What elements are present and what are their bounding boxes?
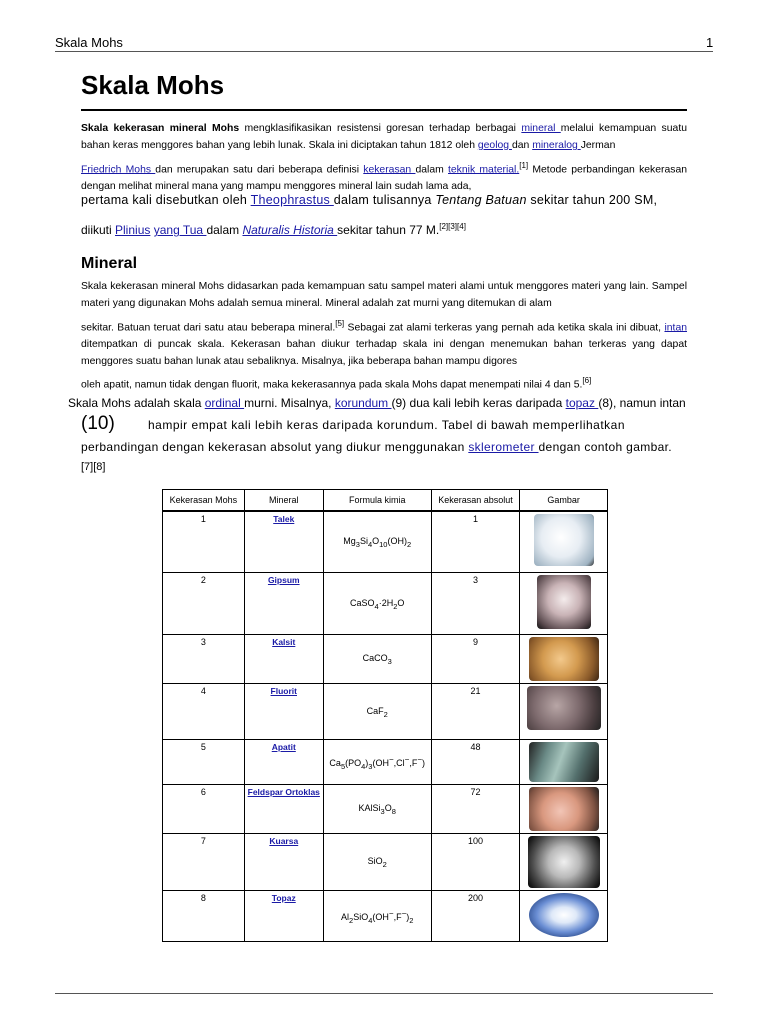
cell-formula: $Ca_5(PO_4)_3(OH^-,Cl^-,F^-)$ bbox=[323, 739, 431, 784]
quartz-sample-photo bbox=[528, 836, 600, 888]
intro-text: sekitar tahun 200 SM, bbox=[526, 193, 658, 207]
running-header-title: Skala Mohs bbox=[55, 35, 123, 50]
link-talek[interactable]: Talek bbox=[273, 514, 295, 524]
link-topaz-inline[interactable]: topaz bbox=[565, 396, 599, 410]
cell-mineral bbox=[244, 833, 323, 890]
link-fluorit[interactable]: Fluorit bbox=[270, 685, 297, 696]
cell-formula: $CaSO_4\cdot 2H_2O$ bbox=[323, 572, 431, 634]
intro-text: dalam bbox=[206, 223, 243, 237]
cell-mohs: 5 bbox=[163, 739, 245, 784]
mohs-hardness-table bbox=[162, 489, 608, 942]
table-row bbox=[163, 739, 608, 784]
col-header-absolute: Kekerasan absolut bbox=[431, 490, 520, 512]
cell-formula: $Mg_3Si_4O_{10}(OH)_2$ bbox=[323, 511, 431, 572]
mineral-text: Skala Mohs adalah skala bbox=[68, 396, 205, 410]
table-row bbox=[163, 833, 608, 890]
cell-formula: $KAlSi_3O_8$ bbox=[323, 784, 431, 833]
intro-bold-lead: Skala kekerasan mineral Mohs bbox=[81, 123, 240, 134]
intro-paragraph-3 bbox=[81, 193, 687, 207]
link-geolog[interactable]: geolog bbox=[477, 140, 512, 151]
mineral-text: murni. Misalnya, bbox=[244, 396, 335, 410]
table-row bbox=[163, 572, 608, 634]
link-yang-tua[interactable]: yang Tua bbox=[153, 223, 207, 237]
mineral-paragraph-5: hampir empat kali lebih keras daripada korundum. Tabel di bawah memperlihatkan bbox=[148, 418, 626, 432]
link-sklerometer[interactable]: sklerometer bbox=[468, 440, 539, 454]
ref-1[interactable]: [1] bbox=[519, 161, 529, 170]
link-gipsum[interactable]: Gipsum bbox=[267, 574, 300, 585]
cell-absolute: 9 bbox=[431, 634, 520, 683]
intro-paragraph bbox=[81, 120, 687, 154]
link-kalsit[interactable]: Kalsit bbox=[272, 636, 296, 647]
topaz-sample-photo bbox=[529, 893, 599, 937]
table-header-row bbox=[163, 490, 608, 512]
cell-image bbox=[520, 683, 608, 739]
link-apatit[interactable]: Apatit bbox=[271, 741, 296, 752]
intro-text: diikuti bbox=[81, 223, 116, 237]
cell-formula: CaCO$_3$ bbox=[323, 634, 431, 683]
cell-absolute: 3 bbox=[431, 572, 520, 634]
intro-text: melalui kemampuan suatu bahan keras menggores bahan yang lebih lunak. Skala ini diciptakan tahun 1812 oleh bbox=[81, 123, 687, 151]
table-row bbox=[163, 683, 608, 739]
table-row bbox=[163, 511, 608, 572]
link-kekerasan[interactable]: kekerasan bbox=[363, 164, 416, 176]
ref-2-3-4[interactable]: [2][3][4] bbox=[439, 222, 466, 231]
intro-text: dan bbox=[511, 140, 533, 151]
mineral-paragraph-2 bbox=[81, 315, 687, 370]
mineral-text: (8), namun intan bbox=[598, 396, 686, 410]
cell-image bbox=[520, 511, 608, 572]
intro-text: dalam bbox=[415, 164, 448, 176]
cell-image bbox=[520, 784, 608, 833]
cell-image bbox=[520, 890, 608, 941]
col-header-mohs: Kekerasan Mohs bbox=[163, 490, 245, 512]
ref-6[interactable]: [6] bbox=[582, 376, 592, 385]
link-intan[interactable]: intan bbox=[664, 322, 688, 334]
cell-mohs: 7 bbox=[163, 833, 245, 890]
mineral-paragraph-1: Skala kekerasan mineral Mohs didasarkan pada kemampuan satu sampel materi alami untuk menggores materi yang lain. Sampel materi yang digunakan Mohs adalah semua mineral. Mineral adalah zat murni yang ditemukan di alam bbox=[81, 281, 687, 309]
cell-image bbox=[520, 572, 608, 634]
link-plinius[interactable]: Plinius bbox=[115, 223, 151, 237]
footer-divider bbox=[55, 993, 713, 994]
title-divider bbox=[81, 109, 687, 111]
intro-text: Metode perbandingan kekerasan dengan melihat mineral mana yang mampu menggores mineral lain sudah lama ada, bbox=[81, 164, 688, 193]
cell-formula: CaF$_2$ bbox=[323, 683, 431, 739]
intro-paragraph-4 bbox=[81, 222, 687, 237]
intro-paragraph-2 bbox=[81, 157, 687, 195]
cell-mohs: 8 bbox=[163, 890, 245, 941]
table-row bbox=[163, 784, 608, 833]
cell-mineral bbox=[244, 784, 323, 833]
big-ten-label: (10) bbox=[81, 413, 115, 434]
ref-5[interactable]: [5] bbox=[335, 319, 345, 328]
cell-mohs: 3 bbox=[163, 634, 245, 683]
cell-formula: SiO$_2$ bbox=[323, 833, 431, 890]
cell-mohs: 4 bbox=[163, 683, 245, 739]
intro-text: pertama kali disebutkan oleh bbox=[81, 193, 251, 207]
link-topaz[interactable]: Topaz bbox=[271, 892, 296, 903]
ref-7-8[interactable]: [7][8] bbox=[81, 461, 106, 473]
link-feldspar-ortoklas[interactable]: Feldspar Ortoklas bbox=[247, 786, 320, 797]
fluorite-sample-photo bbox=[527, 686, 601, 730]
cell-image bbox=[520, 634, 608, 683]
cell-mohs: 2 bbox=[163, 572, 245, 634]
link-ordinal[interactable]: ordinal bbox=[204, 396, 245, 410]
mineral-text: perbandingan dengan kekerasan absolut yang diukur menggunakan bbox=[81, 440, 469, 454]
mineral-paragraph-4 bbox=[68, 396, 708, 410]
intro-text: dalam tulisannya bbox=[333, 193, 436, 207]
link-naturalis-historia[interactable]: Naturalis Historia bbox=[242, 223, 338, 237]
book-title: Tentang Batuan bbox=[435, 193, 527, 207]
cell-mohs: 6 bbox=[163, 784, 245, 833]
header-divider bbox=[55, 51, 713, 52]
cell-formula: $Al_2SiO_4(OH^-,F^-)_2$ bbox=[323, 890, 431, 941]
cell-image bbox=[520, 833, 608, 890]
link-friedrich-mohs[interactable]: Friedrich Mohs bbox=[81, 164, 156, 176]
col-header-formula: Formula kimia bbox=[323, 490, 431, 512]
table-row bbox=[163, 634, 608, 683]
cell-absolute: 21 bbox=[431, 683, 520, 739]
mineral-text: sekitar. Batuan teruat dari satu atau beberapa mineral. bbox=[81, 322, 336, 334]
link-theophrastus[interactable]: Theophrastus bbox=[250, 193, 334, 207]
orthoclase-sample-photo bbox=[529, 787, 599, 831]
cell-mineral bbox=[244, 634, 323, 683]
cell-absolute: 100 bbox=[431, 833, 520, 890]
apatite-sample-photo bbox=[529, 742, 599, 782]
intro-text: Jerman bbox=[580, 140, 616, 151]
link-kuarsa[interactable]: Kuarsa bbox=[269, 835, 299, 846]
intro-text: dan merupakan satu dari beberapa definisi bbox=[155, 164, 364, 176]
cell-absolute: 1 bbox=[431, 511, 520, 572]
link-korundum[interactable]: korundum bbox=[334, 396, 392, 410]
mineral-paragraph-6 bbox=[81, 440, 672, 454]
cell-absolute: 200 bbox=[431, 890, 520, 941]
link-mineral[interactable]: mineral bbox=[521, 123, 561, 134]
mineral-text: ditempatkan di puncak skala. Kekerasan bahan diukur terhadap skala ini dengan menemukan bahan terkeras yang dapat menggores suatu bahan lunak atau sebaliknya. Misalnya, jika beberapa bahan mampu digores bbox=[81, 339, 687, 368]
mineral-text: (9) dua kali lebih keras daripada bbox=[391, 396, 566, 410]
mineral-text: dengan contoh gambar. bbox=[538, 440, 672, 454]
talc-sample-photo bbox=[534, 514, 594, 566]
cell-absolute: 48 bbox=[431, 739, 520, 784]
col-header-mineral: Mineral bbox=[244, 490, 323, 512]
link-mineralog[interactable]: mineralog bbox=[532, 140, 581, 151]
intro-text: sekitar tahun 77 M. bbox=[337, 223, 440, 237]
mineral-paragraph-3 bbox=[81, 372, 687, 393]
cell-mineral bbox=[244, 572, 323, 634]
cell-absolute: 72 bbox=[431, 784, 520, 833]
cell-mineral bbox=[244, 511, 323, 572]
mineral-text: oleh apatit, namun tidak dengan fluorit, maka kekerasannya pada skala Mohs dapat menempati nilai 4 dan 5. bbox=[81, 379, 583, 391]
cell-mineral bbox=[244, 739, 323, 784]
cell-mohs: 1 bbox=[163, 511, 245, 572]
col-header-image: Gambar bbox=[520, 490, 608, 512]
section-heading-mineral: Mineral bbox=[81, 255, 138, 272]
calcite-sample-photo bbox=[529, 637, 599, 681]
page-number: 1 bbox=[706, 35, 714, 50]
table-row bbox=[163, 890, 608, 941]
intro-text: mengklasifikasikan resistensi goresan terhadap berbagai bbox=[239, 123, 522, 134]
mineral-text: Sebagai zat alami terkeras yang pernah ada ketika skala ini dibuat, bbox=[344, 322, 665, 334]
link-teknik-material[interactable]: teknik material. bbox=[448, 164, 520, 176]
cell-mineral bbox=[244, 683, 323, 739]
gypsum-sample-photo bbox=[537, 575, 591, 629]
cell-mineral bbox=[244, 890, 323, 941]
cell-image bbox=[520, 739, 608, 784]
page-title: Skala Mohs bbox=[81, 70, 225, 100]
